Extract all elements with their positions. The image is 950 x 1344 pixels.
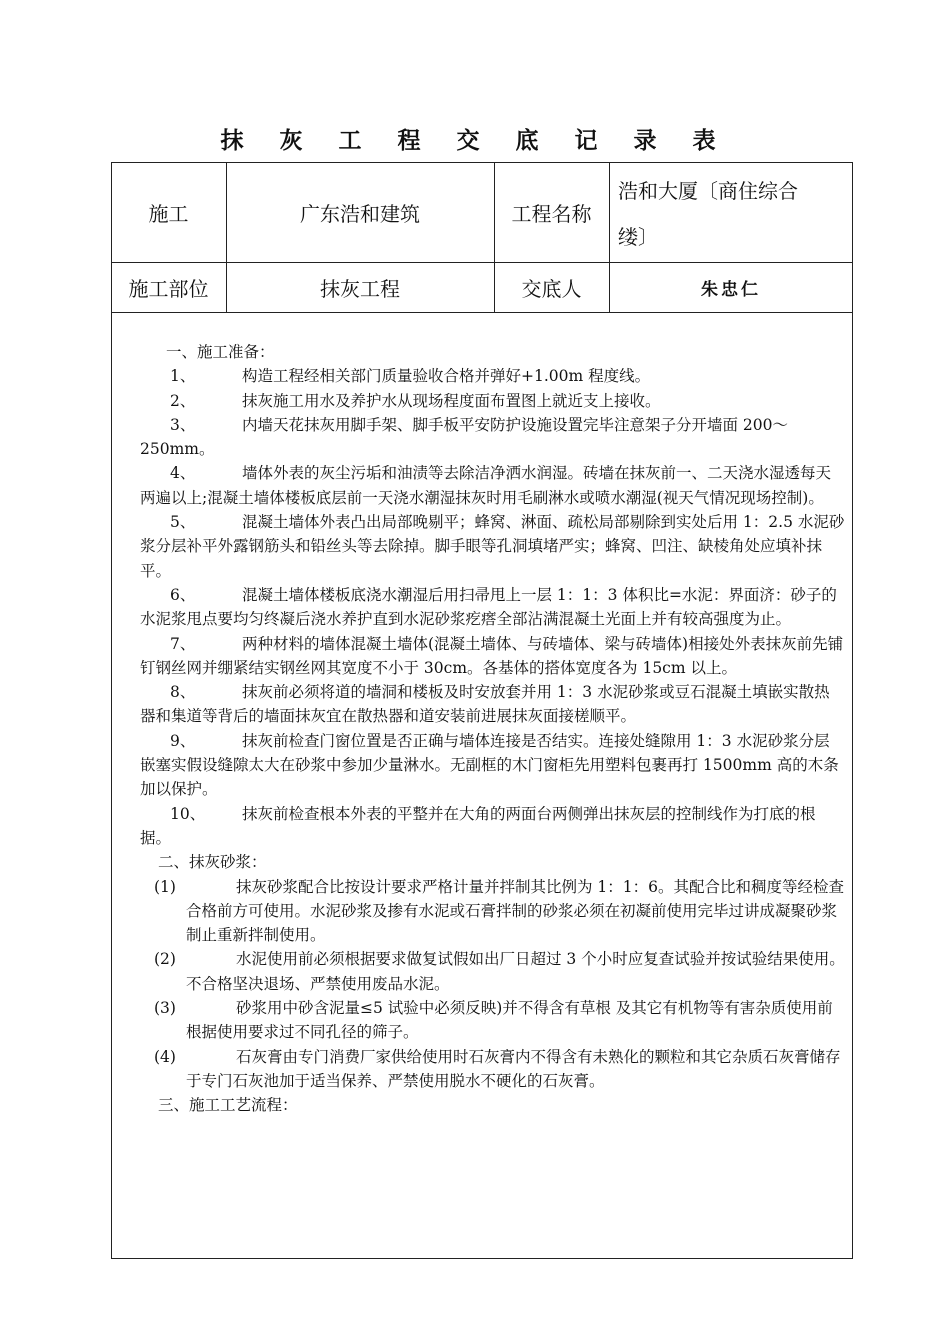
- sub-item: (1) 抹灰砂浆配合比按设计要求严格计量并拌制其比例为 1：1：6。其配合比和稠度等经检查合格前方可使用。水泥砂浆及掺有水泥或石膏拌制的砂浆必须在初凝前使用完毕过讲成凝聚砂浆制止重新拌制使用。: [154, 877, 845, 945]
- table-row-divider: [111, 312, 853, 313]
- section-heading: 一、施工准备：: [166, 343, 275, 361]
- sub-item: (2) 水泥使用前必须根据要求做复试假如出厂日超过 3 个小时应复查试验并按试验结果使用。不合格坚决退场、严禁使用废品水泥。: [154, 950, 845, 993]
- briefer-signature: [609, 262, 853, 312]
- label-briefer: 交底人: [521, 276, 582, 301]
- signature-text: 朱忠仁: [701, 279, 761, 300]
- section-heading: 三、施工工艺流程：: [158, 1096, 298, 1115]
- section-heading: 二、抹灰砂浆：: [158, 853, 267, 872]
- list-item: 9、 抹灰前检查门窗位置是否正确与墙体连接是否结实。连接处缝隙用 1：3 水泥砂浆分层嵌塞实假设缝隙太大在砂浆中参加少量淋水。无副框的木门窗柜先用塑料包裹再打 1500mm 高的木条加以保护。: [140, 731, 839, 799]
- label-construction: 施工: [148, 201, 189, 226]
- value-construction-part: 抹灰工程: [320, 276, 400, 301]
- list-item: 7、 两种材料的墙体混凝土墙体(混凝土墙体、与砖墙体、梁与砖墙体)相接处外表抹灰前先铺钉钢丝网并绷紧结实钢丝网其宽度不小于 30cm。各基体的搭体宽度各为 15cm 以上。: [140, 634, 844, 677]
- value-project-name: [618, 168, 850, 260]
- list-item: 8、 抹灰前必须将道的墙洞和楼板及时安放套并用 1：3 水泥砂浆或豆石混凝土填嵌实散热器和集道等背后的墙面抹灰宜在散热器和道安装前进展抹灰面接槎顺平。: [140, 683, 830, 726]
- project-name-line2: 缕〕: [618, 225, 658, 249]
- list-item: 2、 抹灰施工用水及养护水从现场程度面布置图上就近支上接收。: [170, 391, 661, 410]
- list-item: 10、 抹灰前检查根本外表的平整并在大角的两面台两侧弹出抹灰层的控制线作为打底的根据。: [140, 804, 816, 847]
- briefing-content: [140, 340, 845, 1118]
- value-construction-company: 广东浩和建筑: [300, 201, 420, 226]
- list-item: 6、 混凝土墙体楼板底浇水潮湿后用扫帚甩上一层 1：1：3 体积比=水泥：界面济：砂子的水泥浆甩点要均匀终凝后浇水养护直到水泥砂浆疙瘩全部沾满混凝土光面上并有较高强度为止。: [140, 585, 837, 629]
- list-item: 4、 墙体外表的灰尘污垢和油渍等去除洁净洒水润湿。砖墙在抹灰前一、二天浇水湿透每天两遍以上;混凝土墙体楼板底层前一天浇水潮湿抹灰时用毛刷淋水或喷水潮湿(视天气情况现场控制)。: [140, 464, 832, 507]
- label-construction-part: 施工部位: [128, 276, 209, 301]
- label-project-name: 工程名称: [511, 201, 592, 226]
- list-item: 5、 混凝土墙体外表凸出局部晚剔平；蜂窝、淋面、疏松局部剔除到实处后用 1：2.5 水泥砂浆分层补平外露钢筋头和铅丝头等去除掉。脚手眼等孔洞填堵严实；蜂窝、凹注、缺棱角处应填补抹平。: [140, 513, 845, 580]
- page-title: 抹 灰 工 程 交 底 记 录 表: [220, 127, 730, 154]
- list-item: 1、 构造工程经相关部门质量验收合格并弹好+1.00m 程度线。: [170, 367, 651, 386]
- project-name-line1: 浩和大厦〔商住综合: [618, 179, 798, 203]
- sub-item: (3) 砂浆用中砂含泥量≤5 试验中必须反映)并不得含有草根 及其它有机物等有害杂质使用前根据使用要求过不同孔径的筛子。: [154, 999, 833, 1042]
- sub-item: (4) 石灰膏由专门消费厂家供给使用时石灰膏内不得含有未熟化的颗粒和其它杂质石灰膏储存于专门石灰池加于适当保养、严禁使用脱水不硬化的石灰膏。: [154, 1047, 841, 1090]
- list-item: 3、 内墙天花抹灰用脚手架、脚手板平安防护设施设置完毕注意架子分开墙面 200～250mm。: [140, 415, 789, 459]
